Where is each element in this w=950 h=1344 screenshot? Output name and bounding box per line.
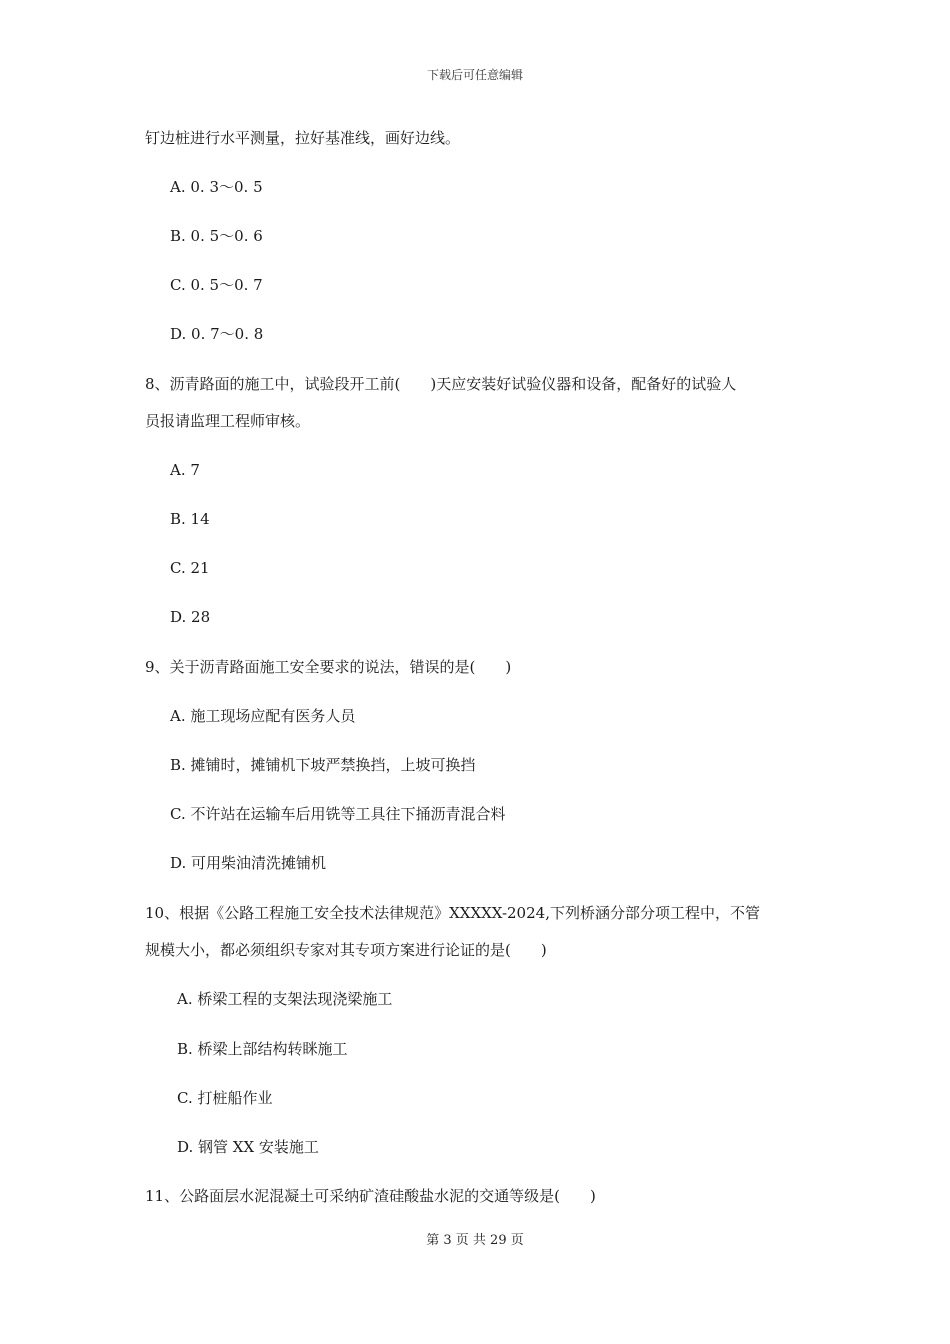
page-footer: 第 3 页 共 29 页 [426, 1233, 524, 1248]
option-d: D. 钢管 XX 安装施工 [177, 1138, 319, 1156]
option-d: D. 0. 7～0. 8 [170, 325, 264, 343]
option-a: A. 桥梁工程的支架法现浇梁施工 [177, 990, 393, 1008]
option-d: D. 可用柴油清洗摊铺机 [170, 854, 327, 872]
page-header: 下载后可任意编辑 [426, 68, 523, 82]
option-d: D. 28 [170, 608, 211, 626]
question-11: 11、公路面层水泥混凝土可采纳矿渣硅酸盐水泥的交通等级是( ) [145, 1187, 596, 1205]
option-c: C. 0. 5～0. 7 [170, 276, 263, 294]
option-c: C. 21 [170, 559, 210, 577]
question-8-cont: 员报请监理工程师审核。 [145, 412, 311, 430]
option-a: A. 施工现场应配有医务人员 [170, 707, 356, 725]
option-a: A. 7 [170, 461, 200, 479]
option-a: A. 0. 3～0. 5 [170, 178, 263, 196]
question-9: 9、关于沥青路面施工安全要求的说法，错误的是( ) [145, 658, 512, 676]
option-c: C. 打桩船作业 [177, 1089, 273, 1107]
option-b: B. 0. 5～0. 6 [170, 227, 263, 245]
question-10-cont: 规模大小，都必须组织专家对其专项方案进行论证的是( ) [145, 941, 547, 959]
text-line: 钉边桩进行水平测量，拉好基准线，画好边线。 [145, 129, 461, 147]
question-8: 8、沥青路面的施工中，试验段开工前( )天应安装好试验仪器和设备，配备好的试验人 [145, 375, 737, 393]
option-c: C. 不许站在运输车后用铣等工具往下捅沥青混合料 [170, 805, 506, 823]
option-b: B. 14 [170, 510, 210, 528]
question-10: 10、根据《公路工程施工安全技术法律规范》XXXXX-2024,下列桥涵分部分项工程中，不管 [145, 904, 760, 922]
option-b: B. 桥梁上部结构转眯施工 [177, 1040, 348, 1058]
option-b: B. 摊铺时，摊铺机下坡严禁换挡，上坡可换挡 [170, 756, 476, 774]
